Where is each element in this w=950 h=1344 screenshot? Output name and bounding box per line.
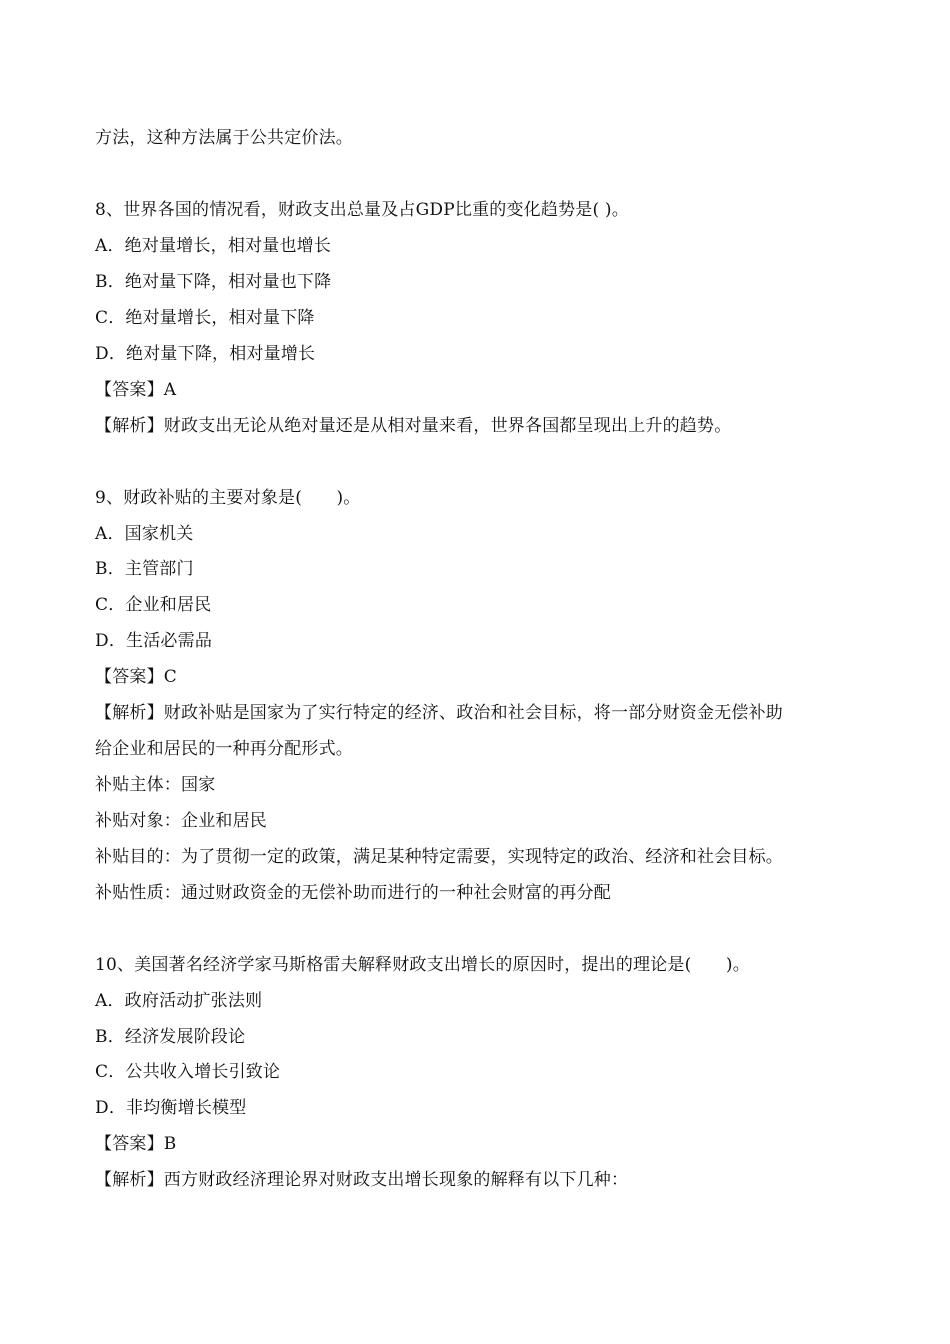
question-9-explanation-cont: 给企业和居民的一种再分配形式。 <box>95 739 353 759</box>
question-8-text: 8、世界各国的情况看，财政支出总量及占GDP比重的变化趋势是( )。 <box>95 200 629 220</box>
question-8-answer: 【答案】A <box>95 380 177 400</box>
question-9-text: 9、财政补贴的主要对象是( )。 <box>95 488 361 508</box>
question-10-option-c: C．公共收入增长引致论 <box>95 1062 281 1082</box>
question-9-option-d: D．生活必需品 <box>95 631 213 651</box>
subsidy-purpose: 补贴目的：为了贯彻一定的政策，满足某种特定需要，实现特定的政治、经济和社会目标。 <box>95 847 783 867</box>
question-9-answer: 【答案】C <box>95 667 178 687</box>
question-10-option-b: B．经济发展阶段论 <box>95 1027 246 1047</box>
question-9-option-c: C．企业和居民 <box>95 595 212 615</box>
text-line-continuation: 方法，这种方法属于公共定价法。 <box>95 128 353 148</box>
question-8-explanation: 【解析】财政支出无论从绝对量还是从相对量来看，世界各国都呈现出上升的趋势。 <box>95 416 732 436</box>
question-8-option-a: A．绝对量增长，相对量也增长 <box>95 236 332 256</box>
question-10-text: 10、美国著名经济学家马斯格雷夫解释财政支出增长的原因时，提出的理论是( )。 <box>95 955 750 975</box>
question-10-answer: 【答案】B <box>95 1134 177 1154</box>
subsidy-object: 补贴对象：企业和居民 <box>95 811 267 831</box>
question-10-option-a: A．政府活动扩张法则 <box>95 991 263 1011</box>
question-9-option-a: A．国家机关 <box>95 524 194 544</box>
question-10-option-d: D．非均衡增长模型 <box>95 1098 247 1118</box>
question-8-option-c: C．绝对量增长，相对量下降 <box>95 308 315 328</box>
question-10-explanation: 【解析】西方财政经济理论界对财政支出增长现象的解释有以下几种： <box>95 1170 629 1190</box>
question-8-option-b: B．绝对量下降，相对量也下降 <box>95 272 332 292</box>
subsidy-nature: 补贴性质：通过财政资金的无偿补助而进行的一种社会财富的再分配 <box>95 883 611 903</box>
subsidy-subject: 补贴主体：国家 <box>95 775 216 795</box>
question-9-option-b: B．主管部门 <box>95 559 194 579</box>
question-8-option-d: D．绝对量下降，相对量增长 <box>95 344 316 364</box>
question-9-explanation: 【解析】财政补贴是国家为了实行特定的经济、政治和社会目标，将一部分财资金无偿补助 <box>95 703 783 723</box>
